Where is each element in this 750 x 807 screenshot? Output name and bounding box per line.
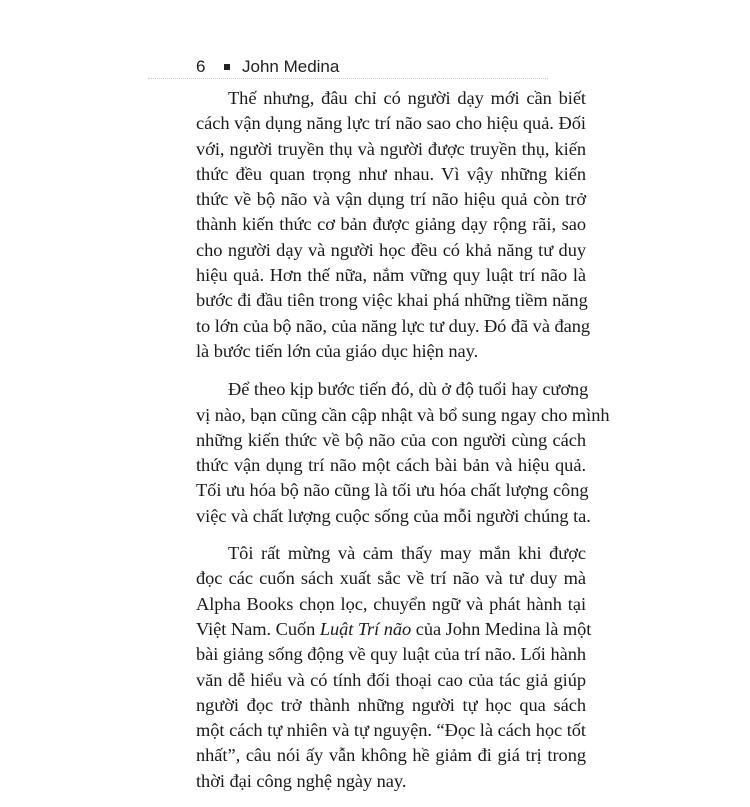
book-title: Luật Trí não (319, 618, 412, 639)
line-text-after: của John Medina là một (411, 618, 592, 639)
line-text-before: Việt Nam. Cuốn (196, 618, 320, 639)
header-divider (148, 78, 548, 79)
text-line: hiệu quả. Hơn thế nữa, nắm vững quy luật trí não là (196, 265, 586, 286)
header-author: John Medina (242, 57, 340, 76)
text-line: to lớn của bộ não, của năng lực tư duy. Đó đã và đang (196, 315, 591, 336)
text-line: văn dễ hiểu và có tính đối thoại cao của tác giả giúp (196, 669, 586, 690)
text-line: bước đi đầu tiên trong việc khai phá những tiềm năng (196, 290, 588, 311)
text-line: thời đại công nghệ ngày nay. (196, 770, 407, 791)
text-line: thức đều quan trọng như nhau. Vì vậy những kiến (196, 163, 586, 184)
text-line: đọc các cuốn sách xuất sắc về trí não và tư duy mà (196, 568, 586, 589)
text-line: là bước tiến lớn của giáo dục hiện nay. (196, 340, 479, 361)
text-line-with-title (196, 617, 592, 642)
text-line: việc và chất lượng cuộc sống của mỗi người chúng ta. (196, 505, 591, 526)
text-line: cho người dạy và người học đều có khả năng tư duy (196, 239, 586, 260)
page-number: 6 (196, 57, 206, 76)
text-line: Tôi rất mừng và cảm thấy may mắn khi được (228, 543, 586, 564)
text-line: thành kiến thức cơ bản được giảng dạy rộng rãi, sao (196, 214, 586, 235)
text-line: Thế nhưng, đâu chỉ có người dạy mới cần biết (228, 88, 586, 108)
body-text (196, 86, 610, 807)
paragraph-3 (196, 541, 592, 794)
text-line: Để theo kịp bước tiến đó, dù ở độ tuổi hay cương (228, 379, 589, 400)
text-line: người đọc trở thành những người tự học qua sách (196, 694, 586, 715)
header-bullet-icon (224, 64, 230, 70)
text-line: vị nào, bạn cũng cần cập nhật và bổ sung ngay cho mình (196, 404, 610, 425)
text-line: Alpha Books chọn lọc, chuyển ngữ và phát hành tại (196, 593, 586, 614)
text-line: thức vận dụng trí não một cách bài bản và hiệu quả. (196, 455, 586, 476)
text-line: nhất”, câu nói ấy vẫn không hề giảm đi giá trị trong (196, 745, 586, 766)
text-line: Tối ưu hóa bộ não cũng là tối ưu hóa chất lượng công (196, 480, 589, 501)
running-header (196, 54, 339, 80)
text-line: cách vận dụng năng lực trí não sao cho hiệu quả. Đối (196, 113, 586, 134)
paragraph-2 (196, 377, 610, 529)
text-line: một cách tự nhiên và tự nguyện. “Đọc là cách học tốt (196, 720, 586, 741)
text-line: với, người truyền thụ và người được truyền thụ, kiến (196, 138, 586, 159)
text-line: thức về bộ não và vận dụng trí não hiệu quả còn trở (196, 189, 586, 210)
text-line: những kiến thức về bộ não của con người cùng cách (196, 429, 586, 450)
paragraph-1 (196, 86, 591, 364)
text-line: bài giảng sống động về quy luật của trí não. Lối hành (196, 644, 586, 665)
